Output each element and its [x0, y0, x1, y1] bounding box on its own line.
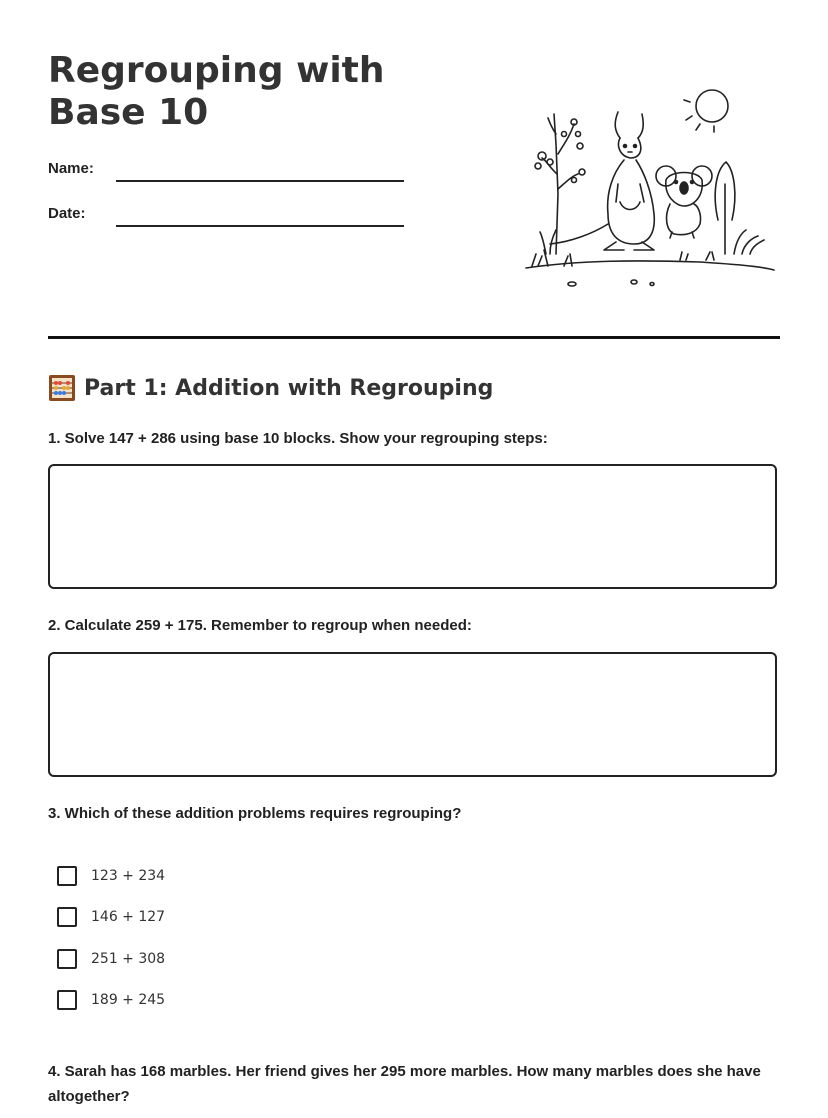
answer-box-2[interactable] [48, 652, 777, 777]
option-checkbox[interactable] [57, 866, 77, 886]
question-3: 3. Which of these addition problems requires regrouping? [48, 805, 462, 822]
option-checkbox[interactable] [57, 949, 77, 969]
part1-title: Part 1: Addition with Regrouping [84, 375, 494, 401]
abacus-icon [48, 374, 76, 402]
tree-icon [535, 114, 585, 254]
question-4: 4. Sarah has 168 marbles. Her friend gives her 295 more marbles. How many marbles does she have altogether? [48, 1063, 761, 1105]
kangaroo-koala-illustration [520, 84, 780, 294]
question-1: 1. Solve 147 + 286 using base 10 blocks. Show your regrouping steps: [48, 430, 548, 447]
koala-icon [656, 166, 712, 238]
option-label: 123 + 234 [91, 868, 166, 884]
name-label: Name: [48, 160, 94, 177]
option-checkbox[interactable] [57, 990, 77, 1010]
option-label: 146 + 127 [91, 909, 166, 925]
part1-heading [48, 374, 493, 402]
option-checkbox[interactable] [57, 907, 77, 927]
option-label: 189 + 245 [91, 992, 166, 1008]
option-label: 251 + 308 [91, 951, 166, 967]
ground-line [526, 261, 774, 270]
option-item[interactable] [57, 907, 165, 927]
answer-box-1[interactable] [48, 464, 777, 589]
bush-icon [715, 162, 764, 254]
option-item[interactable] [57, 949, 165, 969]
option-item[interactable] [57, 990, 165, 1010]
page-title: Regrouping with Base 10 [48, 50, 385, 133]
option-item[interactable] [57, 866, 165, 886]
sun-icon [684, 90, 728, 132]
date-label: Date: [48, 205, 86, 222]
date-field[interactable] [116, 225, 404, 227]
name-field[interactable] [116, 180, 404, 182]
question-2: 2. Calculate 259 + 175. Remember to regroup when needed: [48, 617, 472, 634]
section-divider [48, 336, 780, 339]
